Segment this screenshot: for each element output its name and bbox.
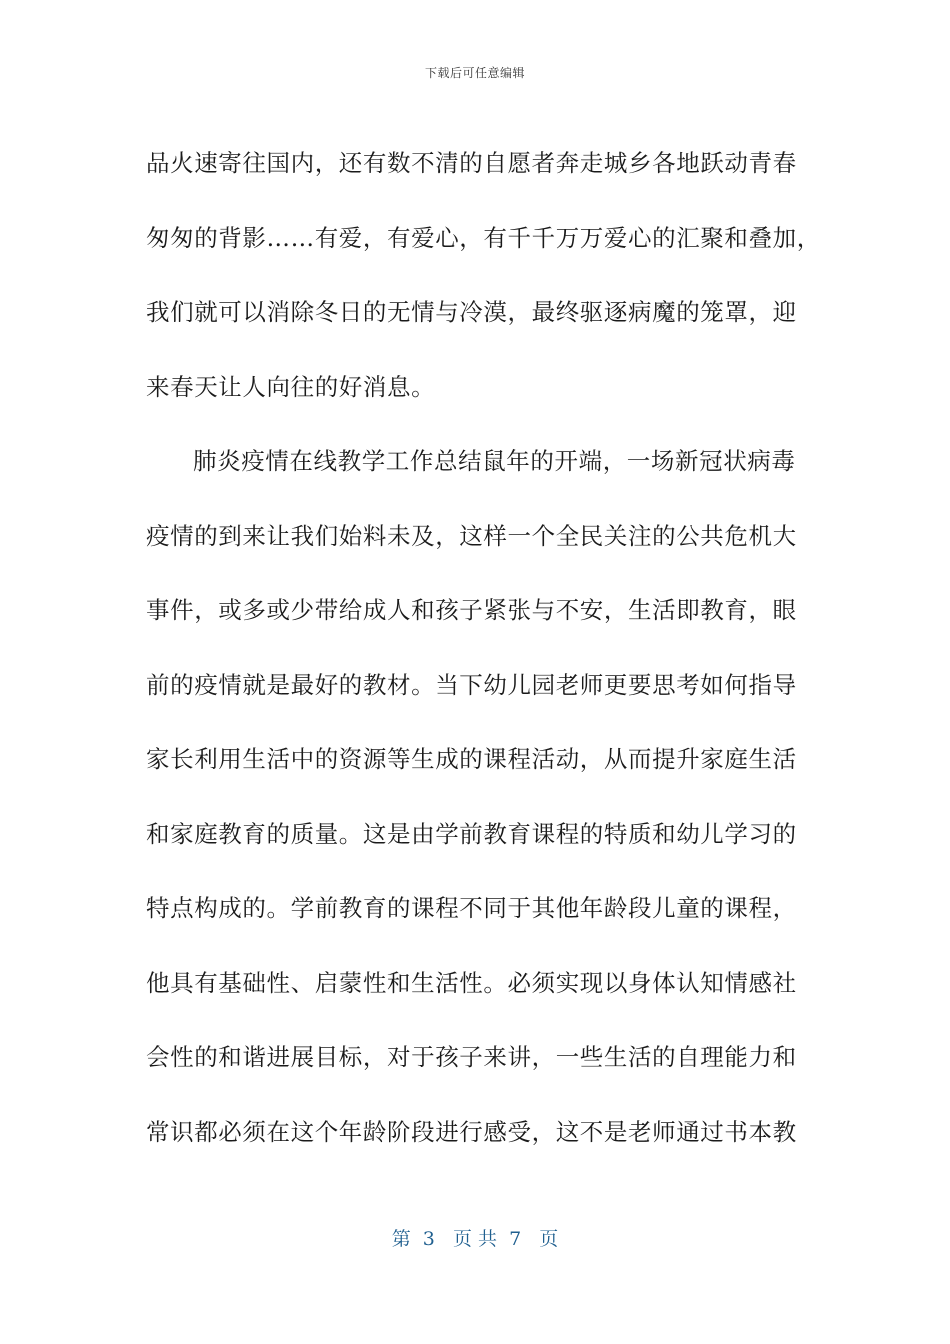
- page-header: 下载后可任意编辑: [424, 66, 525, 80]
- text-line: 品火速寄往国内，还有数不清的自愿者奔走城乡各地跃动青春: [146, 149, 797, 177]
- text-line: 家长利用生活中的资源等生成的课程活动，从而提升家庭生活: [146, 745, 797, 773]
- text-line: 特点构成的。学前教育的课程不同于其他年龄段儿童的课程，: [146, 894, 797, 922]
- text-line-indented: 肺炎疫情在线教学工作总结鼠年的开端，一场新冠状病毒: [193, 447, 796, 475]
- document-body: [146, 126, 821, 1169]
- text-line: 前的疫情就是最好的教材。当下幼儿园老师更要思考如何指导: [146, 670, 797, 699]
- text-line: 事件，或多或少带给成人和孩子紧张与不安，生活即教育，眼: [146, 596, 797, 624]
- page-number-footer: 第 3 页 共 7 页: [391, 1228, 559, 1250]
- text-line: 来春天让人向往的好消息。: [146, 372, 436, 401]
- text-line: 我们就可以消除冬日的无情与冷漠，最终驱逐病魔的笼罩，迎: [146, 298, 797, 326]
- text-line: 会性的和谐进展目标，对于孩子来讲，一些生活的自理能力和: [146, 1043, 797, 1071]
- text-line: 常识都必须在这个年龄阶段进行感受，这不是老师通过书本教: [146, 1117, 797, 1146]
- text-line: 和家庭教育的质量。这是由学前教育课程的特质和幼儿学习的: [146, 819, 797, 848]
- text-line: 他具有基础性、启蒙性和生活性。必须实现以身体认知情感社: [146, 968, 797, 997]
- text-line: 疫情的到来让我们始料未及，这样一个全民关注的公共危机大: [146, 521, 797, 550]
- text-line: 匆匆的背影……有爱，有爱心，有千千万万爱心的汇聚和叠加，: [146, 223, 821, 252]
